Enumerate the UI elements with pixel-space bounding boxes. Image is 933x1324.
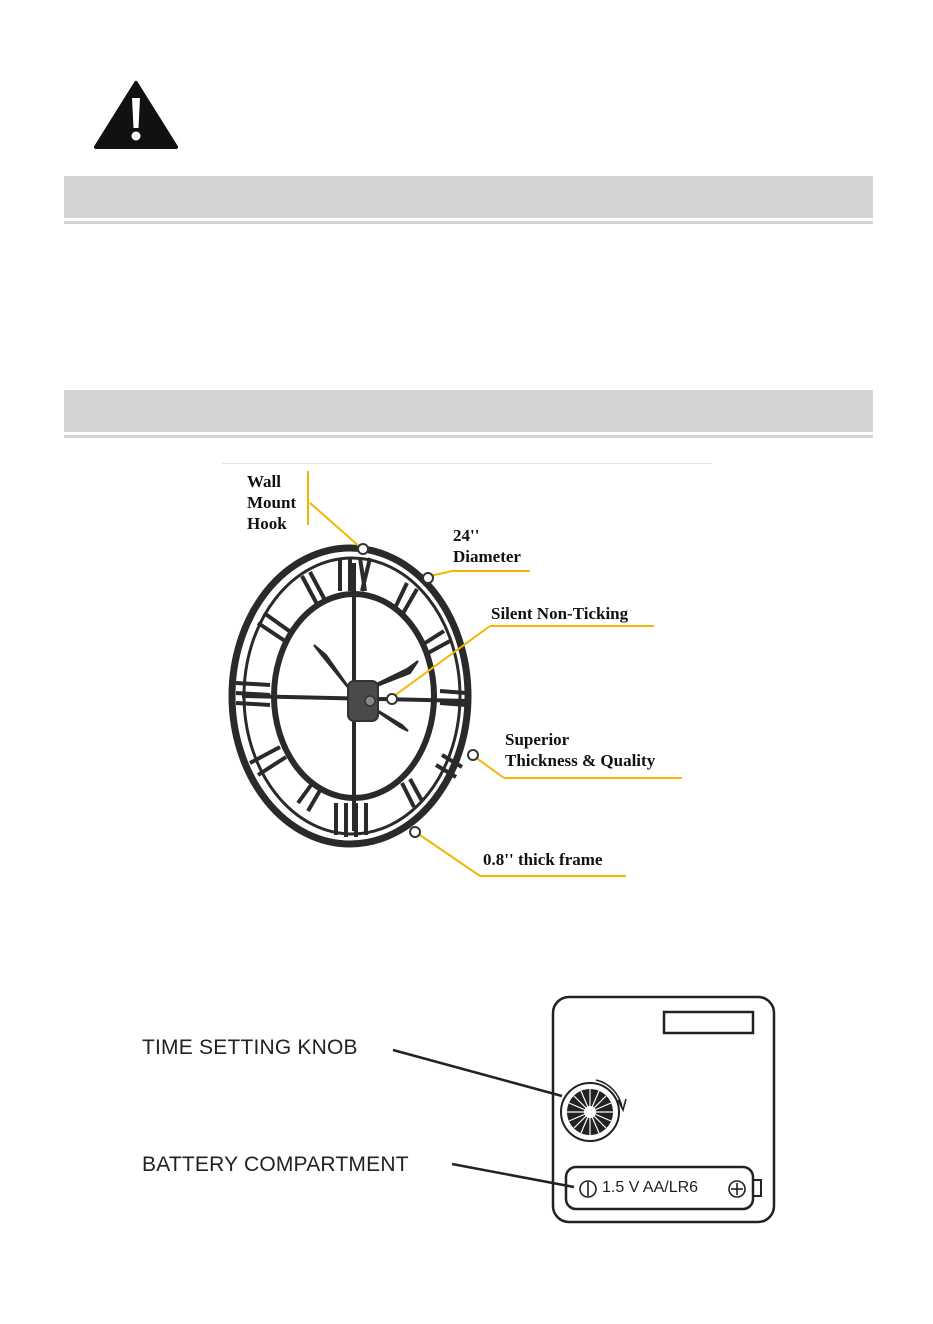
diameter-label: 24'' Diameter — [453, 526, 521, 566]
silent-non-ticking-label: Silent Non-Ticking — [491, 604, 629, 623]
thick-frame-label: 0.8'' thick frame — [483, 850, 603, 869]
section-rule-2 — [64, 435, 873, 438]
section-header-2 — [64, 390, 873, 432]
wall-mount-hook-label: Wall Mount Hook — [247, 472, 297, 533]
time-setting-knob-label: TIME SETTING KNOB — [142, 1036, 358, 1059]
warning-triangle-icon — [94, 80, 178, 150]
time-setting-knob-icon — [561, 1080, 626, 1141]
battery-spec-label: 1.5 V AA/LR6 — [602, 1179, 699, 1196]
section-title-1 — [64, 176, 873, 196]
battery-compartment-label: BATTERY COMPARTMENT — [142, 1153, 409, 1176]
section-title-2 — [64, 390, 873, 410]
superior-quality-label: Superior Thickness & Quality — [505, 730, 656, 770]
clock-feature-figure — [222, 463, 712, 883]
section-header-1 — [64, 176, 873, 218]
section-rule-1 — [64, 221, 873, 224]
